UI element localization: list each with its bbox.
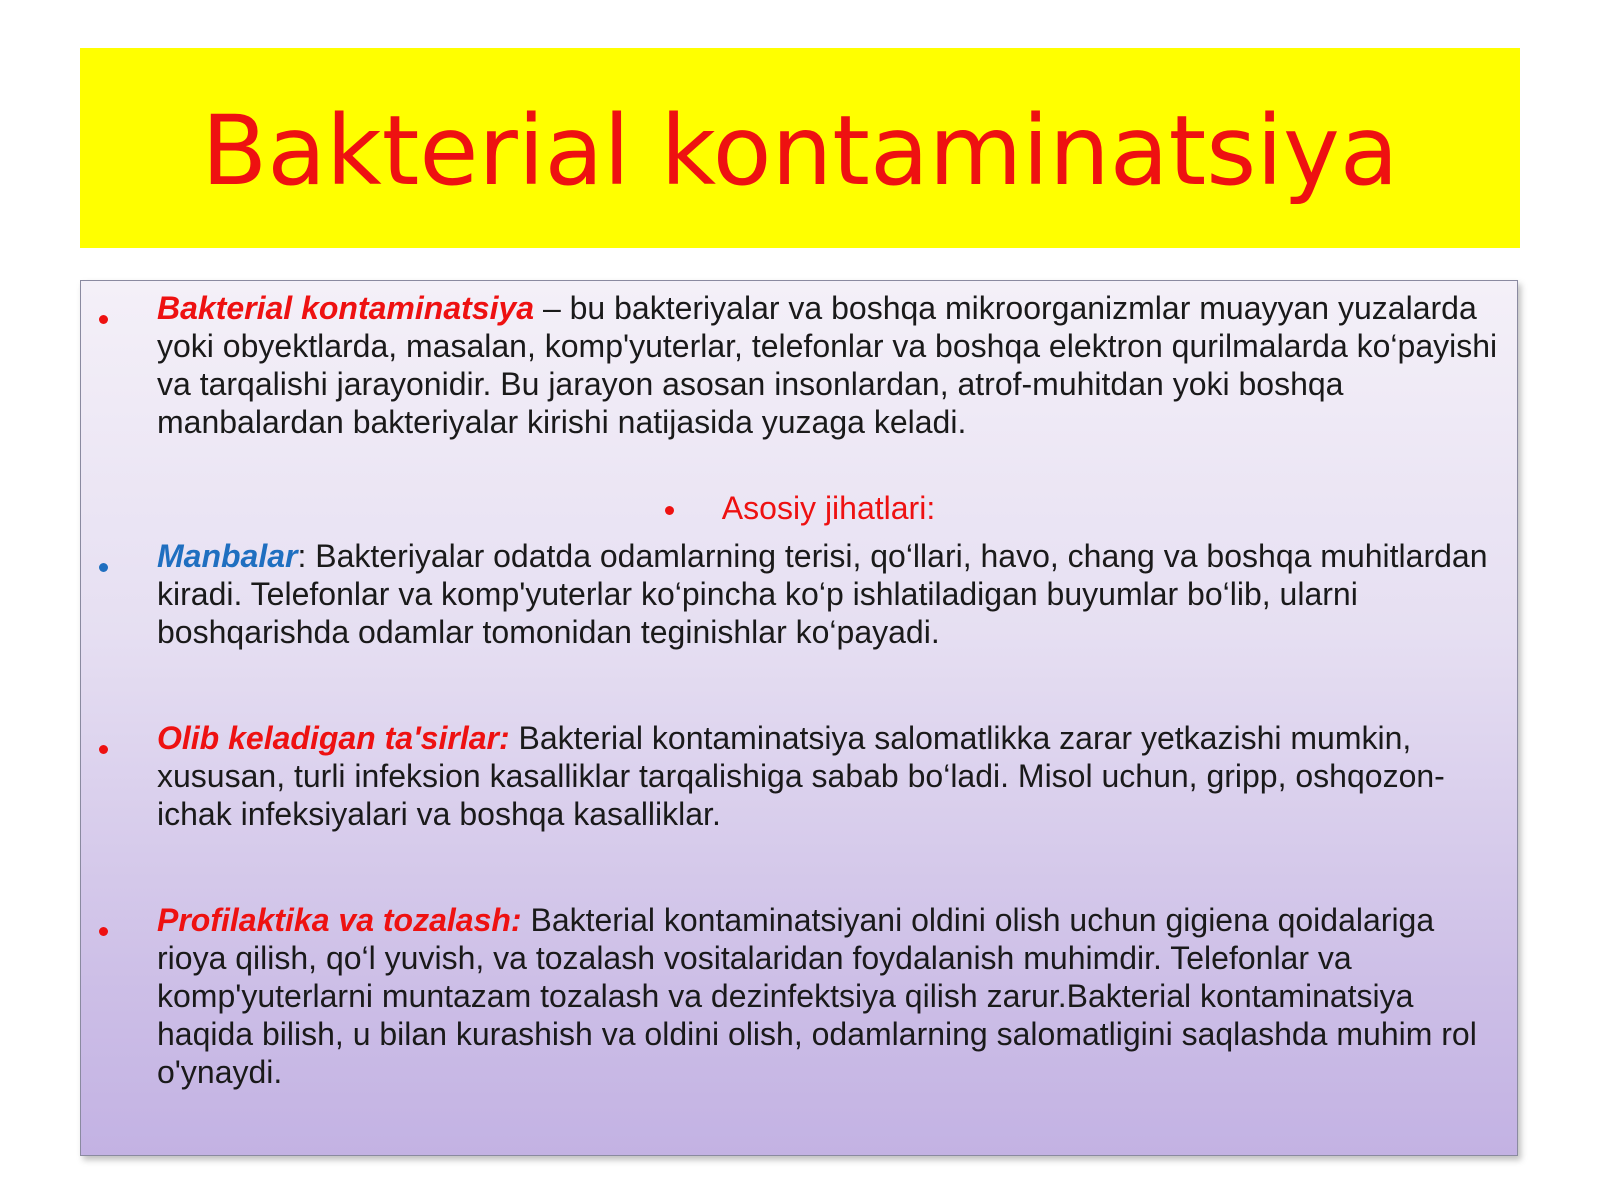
bullet-icon: [665, 506, 674, 515]
list-item-sources: [157, 537, 1501, 651]
bullet-icon: [99, 745, 108, 754]
item-text: – bu bakteriyalar va boshqa mikroorganizmlar muayyan yuzalarda yoki obyektlarda, masalan, komp'yuterlar, telefonlar va boshqa elektron qurilmalarda ko‘payishi va tarqalishi jarayonidir. Bu jarayon asosan insonlardan, atrof-muhitdan yoki boshqa manbalardan bakteriyalar kirishi natijasida yuzaga keladi.: [157, 290, 1498, 440]
section-heading-label: Asosiy jihatlari:: [721, 490, 936, 526]
list-item-prevention: [157, 901, 1501, 1091]
bullet-icon: [99, 563, 108, 572]
bullet-icon: [99, 927, 108, 936]
title-banner: [80, 48, 1520, 248]
item-text: Bakterial kontaminatsiya salomatlikka zarar yetkazishi mumkin, xususan, turli infeksion kasalliklar tarqalishiga sabab bo‘ladi. Misol uchun, gripp, oshqozon-ichak infeksiyalari va boshqa kasalliklar.: [157, 720, 1445, 832]
item-term: Bakterial kontaminatsiya: [157, 290, 535, 326]
item-term: Olib keladigan ta'sirlar:: [157, 720, 510, 756]
list-item-effects: [157, 719, 1501, 833]
page-title: Bakterial kontaminatsiya: [201, 95, 1399, 207]
list-item-definition: [157, 289, 1501, 441]
item-term: Manbalar: [157, 538, 298, 574]
section-heading: [81, 489, 1519, 527]
bullet-icon: [99, 315, 108, 324]
item-text: Bakterial kontaminatsiyani oldini olish uchun gigiena qoidalariga rioya qilish, qo‘l yuvish, va tozalash vositalaridan foydalanish muhimdir. Telefonlar va komp'yuterlarni muntazam tozalash va dezinfektsiya qilish zarur.Bakterial kontaminatsiya haqida bilish, u bilan kurashish va oldini olish, odamlarning salomatligini saqlashda muhim rol o'ynaydi.: [157, 902, 1477, 1090]
item-term: Profilaktika va tozalash:: [157, 902, 522, 938]
content-box: [80, 280, 1518, 1156]
item-text: : Bakteriyalar odatda odamlarning terisi, qo‘llari, havo, chang va boshqa muhitlardan kiradi. Telefonlar va komp'yuterlar ko‘pincha ko‘p ishlatiladigan buyumlar bo‘lib, ularni boshqarishda odamlar tomonidan teginishlar ko‘payadi.: [157, 538, 1488, 650]
